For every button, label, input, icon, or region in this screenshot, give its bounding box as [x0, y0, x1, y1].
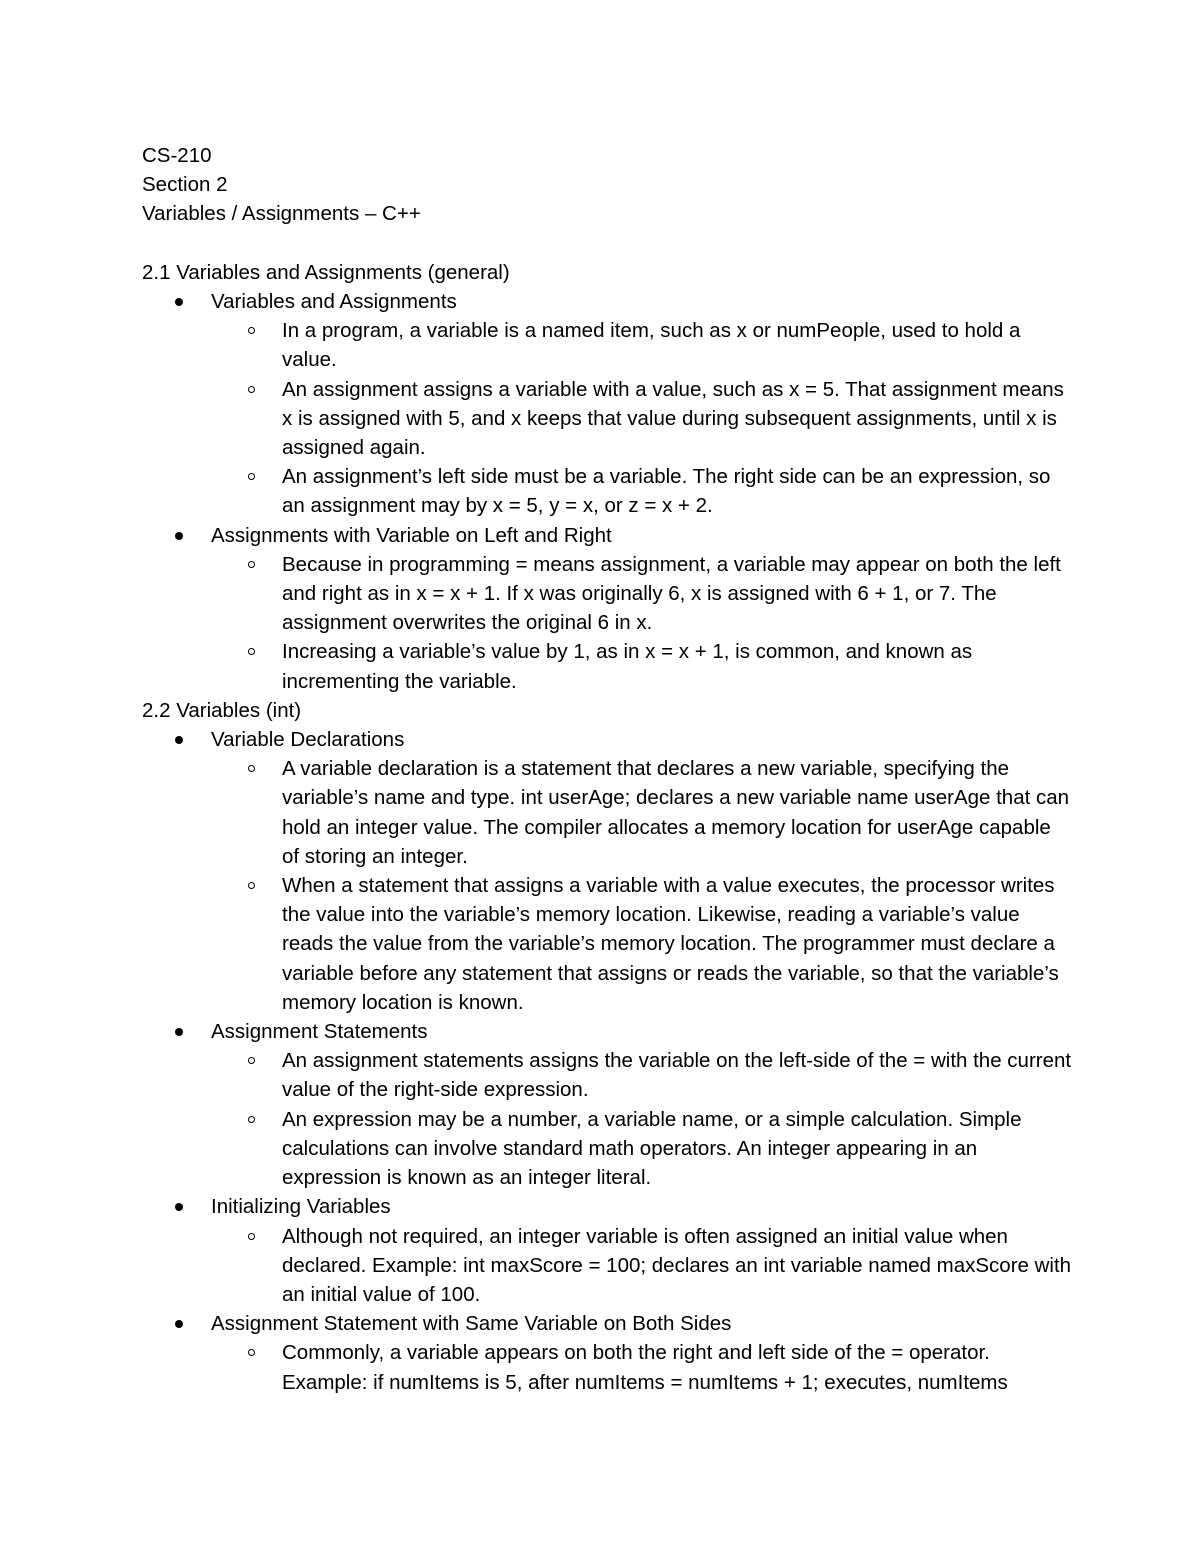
- circle-bullet-icon: [248, 327, 255, 334]
- topic-bullet: [142, 725, 1072, 754]
- circle-bullet-icon: [248, 1116, 255, 1123]
- topic-title: Variables and Assignments: [211, 290, 457, 313]
- sub-point-text: Although not required, an integer variable is often assigned an initial value when declared. Example: int maxScore = 100; declares an int variable named maxScore with an initial value of 100.: [282, 1224, 1072, 1306]
- circle-bullet-icon: [248, 765, 255, 772]
- sub-point-text: An assignment’s left side must be a variable. The right side can be an expression, so an assignment may by x = 5, y = x, or z = x + 2.: [282, 465, 1051, 518]
- topic-bullet: [142, 287, 1072, 316]
- section-heading: 2.2 Variables (int): [142, 698, 302, 722]
- topic-title: Assignment Statements: [211, 1020, 428, 1044]
- sub-point-text: An assignment statements assigns the variable on the left-side of the = with the current value of the right-side expression.: [282, 1049, 1072, 1102]
- sub-point-text: In a program, a variable is a named item, such as x or numPeople, used to hold a value.: [282, 319, 1021, 372]
- sub-point-text: Commonly, a variable appears on both the right and left side of the = operator. Example: if numItems is 5, after numItems = numItems + 1; executes, numItems: [282, 1341, 1008, 1394]
- circle-bullet-icon: [248, 473, 255, 480]
- circle-bullet-icon: [248, 1233, 255, 1240]
- sub-point-text: An assignment assigns a variable with a value, such as x = 5. That assignment means x is assigned with 5, and x keeps that value during subsequent assignments, until x is assigned again.: [282, 377, 1064, 460]
- topic-title: Variable Declarations: [211, 728, 405, 752]
- topic-bullet: [142, 521, 1072, 550]
- document-page: [142, 141, 1072, 1397]
- topic-bullet: [142, 1017, 1072, 1046]
- section-number: Section 2: [142, 173, 228, 197]
- section-2-2: [142, 696, 1072, 1397]
- sub-point: [142, 1046, 1072, 1104]
- sub-point-text: A variable declaration is a statement that declares a new variable, specifying the variable’s name and type. int userAge; declares a new variable name userAge that can hold an integer value. The compiler allocates a memory location for userAge capable of storing an integer.: [282, 757, 1070, 868]
- bullet-icon: [175, 736, 183, 744]
- sub-point: [142, 316, 1072, 374]
- sub-point: [142, 375, 1072, 463]
- sub-point: [142, 871, 1072, 1017]
- sub-point: [142, 754, 1072, 871]
- bullet-icon: [175, 1203, 183, 1211]
- circle-bullet-icon: [248, 386, 255, 393]
- bullet-icon: [175, 1320, 183, 1328]
- sub-point-text: Because in programming = means assignment, a variable may appear on both the left and right as in x = x + 1. If x was originally 6, x is assigned with 6 + 1, or 7. The assignment overwrites the original 6 in x.: [282, 552, 1061, 635]
- topic-title: Assignment Statement with Same Variable on Both Sides: [211, 1312, 732, 1336]
- sub-point: [142, 1222, 1072, 1310]
- sub-point-text: Increasing a variable’s value by 1, as in x = x + 1, is common, and known as incrementing the variable.: [282, 640, 973, 693]
- sub-point-text: An expression may be a number, a variable name, or a simple calculation. Simple calculations can involve standard math operators. An integer appearing in an expression is known as an integer literal.: [282, 1107, 1022, 1190]
- topic-title: Assignments with Variable on Left and Right: [211, 523, 612, 547]
- circle-bullet-icon: [248, 882, 255, 889]
- sub-point: [142, 1338, 1072, 1396]
- circle-bullet-icon: [248, 648, 255, 655]
- bullet-icon: [175, 298, 183, 306]
- circle-bullet-icon: [248, 1057, 255, 1064]
- circle-bullet-icon: [248, 1349, 255, 1356]
- section-2-1: [142, 258, 1072, 696]
- circle-bullet-icon: [248, 561, 255, 568]
- sub-point: [142, 1105, 1072, 1193]
- topic-title: Initializing Variables: [211, 1195, 391, 1219]
- sub-point: [142, 637, 1072, 695]
- sub-point: [142, 550, 1072, 638]
- blank-line: [142, 229, 1072, 258]
- section-heading: 2.1 Variables and Assignments (general): [142, 260, 510, 284]
- sub-point-text: When a statement that assigns a variable with a value executes, the processor writes the value into the variable’s memory location. Likewise, reading a variable’s value reads the value from the variable’s memory location. The programmer must declare a variable before any statement that assigns or reads the variable, so that the variable’s memory location is known.: [282, 874, 1059, 1014]
- bullet-icon: [175, 1028, 183, 1036]
- bullet-icon: [175, 532, 183, 540]
- course-code: CS-210: [142, 144, 212, 167]
- topic-bullet: [142, 1309, 1072, 1338]
- document-title: Variables / Assignments – C++: [142, 202, 421, 226]
- topic-bullet: [142, 1192, 1072, 1221]
- sub-point: [142, 462, 1072, 520]
